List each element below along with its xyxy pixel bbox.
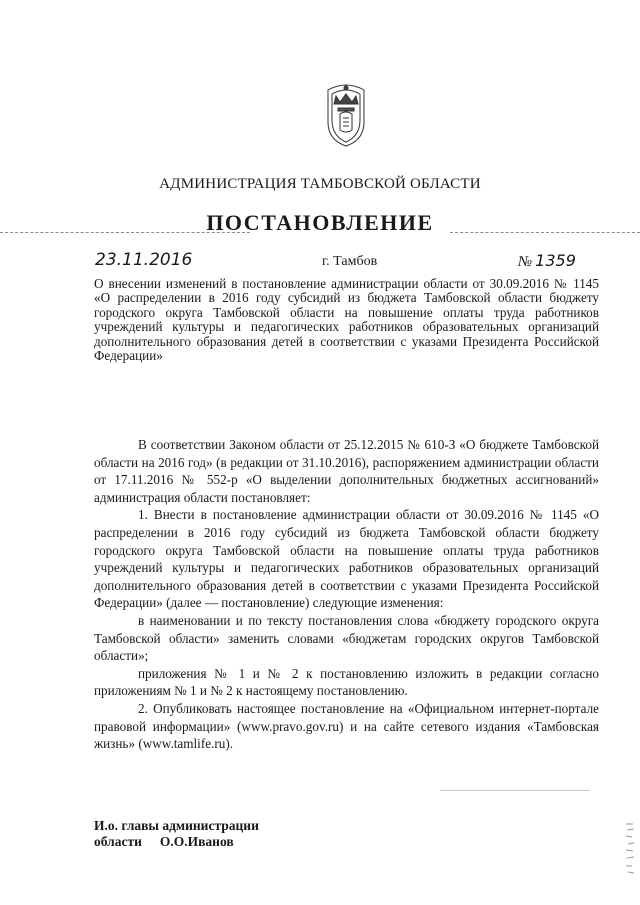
document-number-block: [518, 251, 576, 271]
faint-scan-line: [440, 790, 590, 791]
document-number: 1359: [535, 251, 576, 270]
organization-title: АДМИНИСТРАЦИЯ ТАМБОВСКОЙ ОБЛАСТИ: [159, 176, 481, 192]
document-type-title: ПОСТАНОВЛЕНИЕ: [206, 210, 434, 235]
body-paragraph: В соответствии Законом области от 25.12.2015 № 610-З «О бюджете Тамбовской области на 2016 год» (в редакции от 31.10.2016), распоряжением администрации области от 17.11.2016 № 552-р «О выделении дополнительных бюджетных ассигнований» администрация области постановляет:: [94, 437, 599, 505]
signature-role-area: области: [94, 834, 142, 849]
margin-stamp-mark: [624, 820, 636, 880]
signature-name: О.О.Иванов: [159, 834, 234, 849]
signature-block: [94, 818, 259, 850]
document-body: [94, 436, 599, 753]
document-city: г. Тамбов: [322, 254, 378, 269]
body-paragraph: 1. Внести в постановление администрации области от 30.09.2016 № 1145 «О распределении в 2016 году субсидий из бюджета Тамбовской области бюджету городского округа Тамбовской области на повышение оплаты труда работников учреждений культуры и педагогических работников образовательных организаций дополнительного образования детей в соответствии с указами Президента Российской Федерации» (далее — постановление) следующие изменения:: [94, 507, 599, 611]
document-subject: О внесении изменений в постановление администрации области от 30.09.2016 № 1145 «О распределении в 2016 году субсидий из бюджета Тамбовской области бюджету городского округа Тамбовской области на повышение оплаты труда работников учреждений культуры и педагогических работников образовательных организаций дополнительного образования детей в соответствии с указами Президента Российской Федерации»: [94, 276, 599, 364]
document-date: 23.11.2016: [95, 250, 193, 270]
coat-of-arms-icon: [318, 82, 374, 148]
number-prefix: №: [518, 254, 533, 270]
body-paragraph: приложения № 1 и № 2 к постановлению изложить в редакции согласно приложениям № 1 и № 2 к настоящему постановлению.: [94, 665, 599, 699]
body-paragraph: в наименовании и по тексту постановления слова «бюджету городского округа Тамбовской области» заменить словами «бюджетам городских округов Тамбовской области»;: [94, 612, 599, 664]
signature-role: И.о. главы администрации: [94, 818, 259, 833]
body-paragraph: 2. Опубликовать настоящее постановление на «Официальном интернет-портале правовой информации» (www.pravo.gov.ru) и на сайте сетевого издания «Тамбовская жизнь» (www.tamlife.ru).: [94, 700, 599, 752]
divider-right: [450, 232, 640, 233]
